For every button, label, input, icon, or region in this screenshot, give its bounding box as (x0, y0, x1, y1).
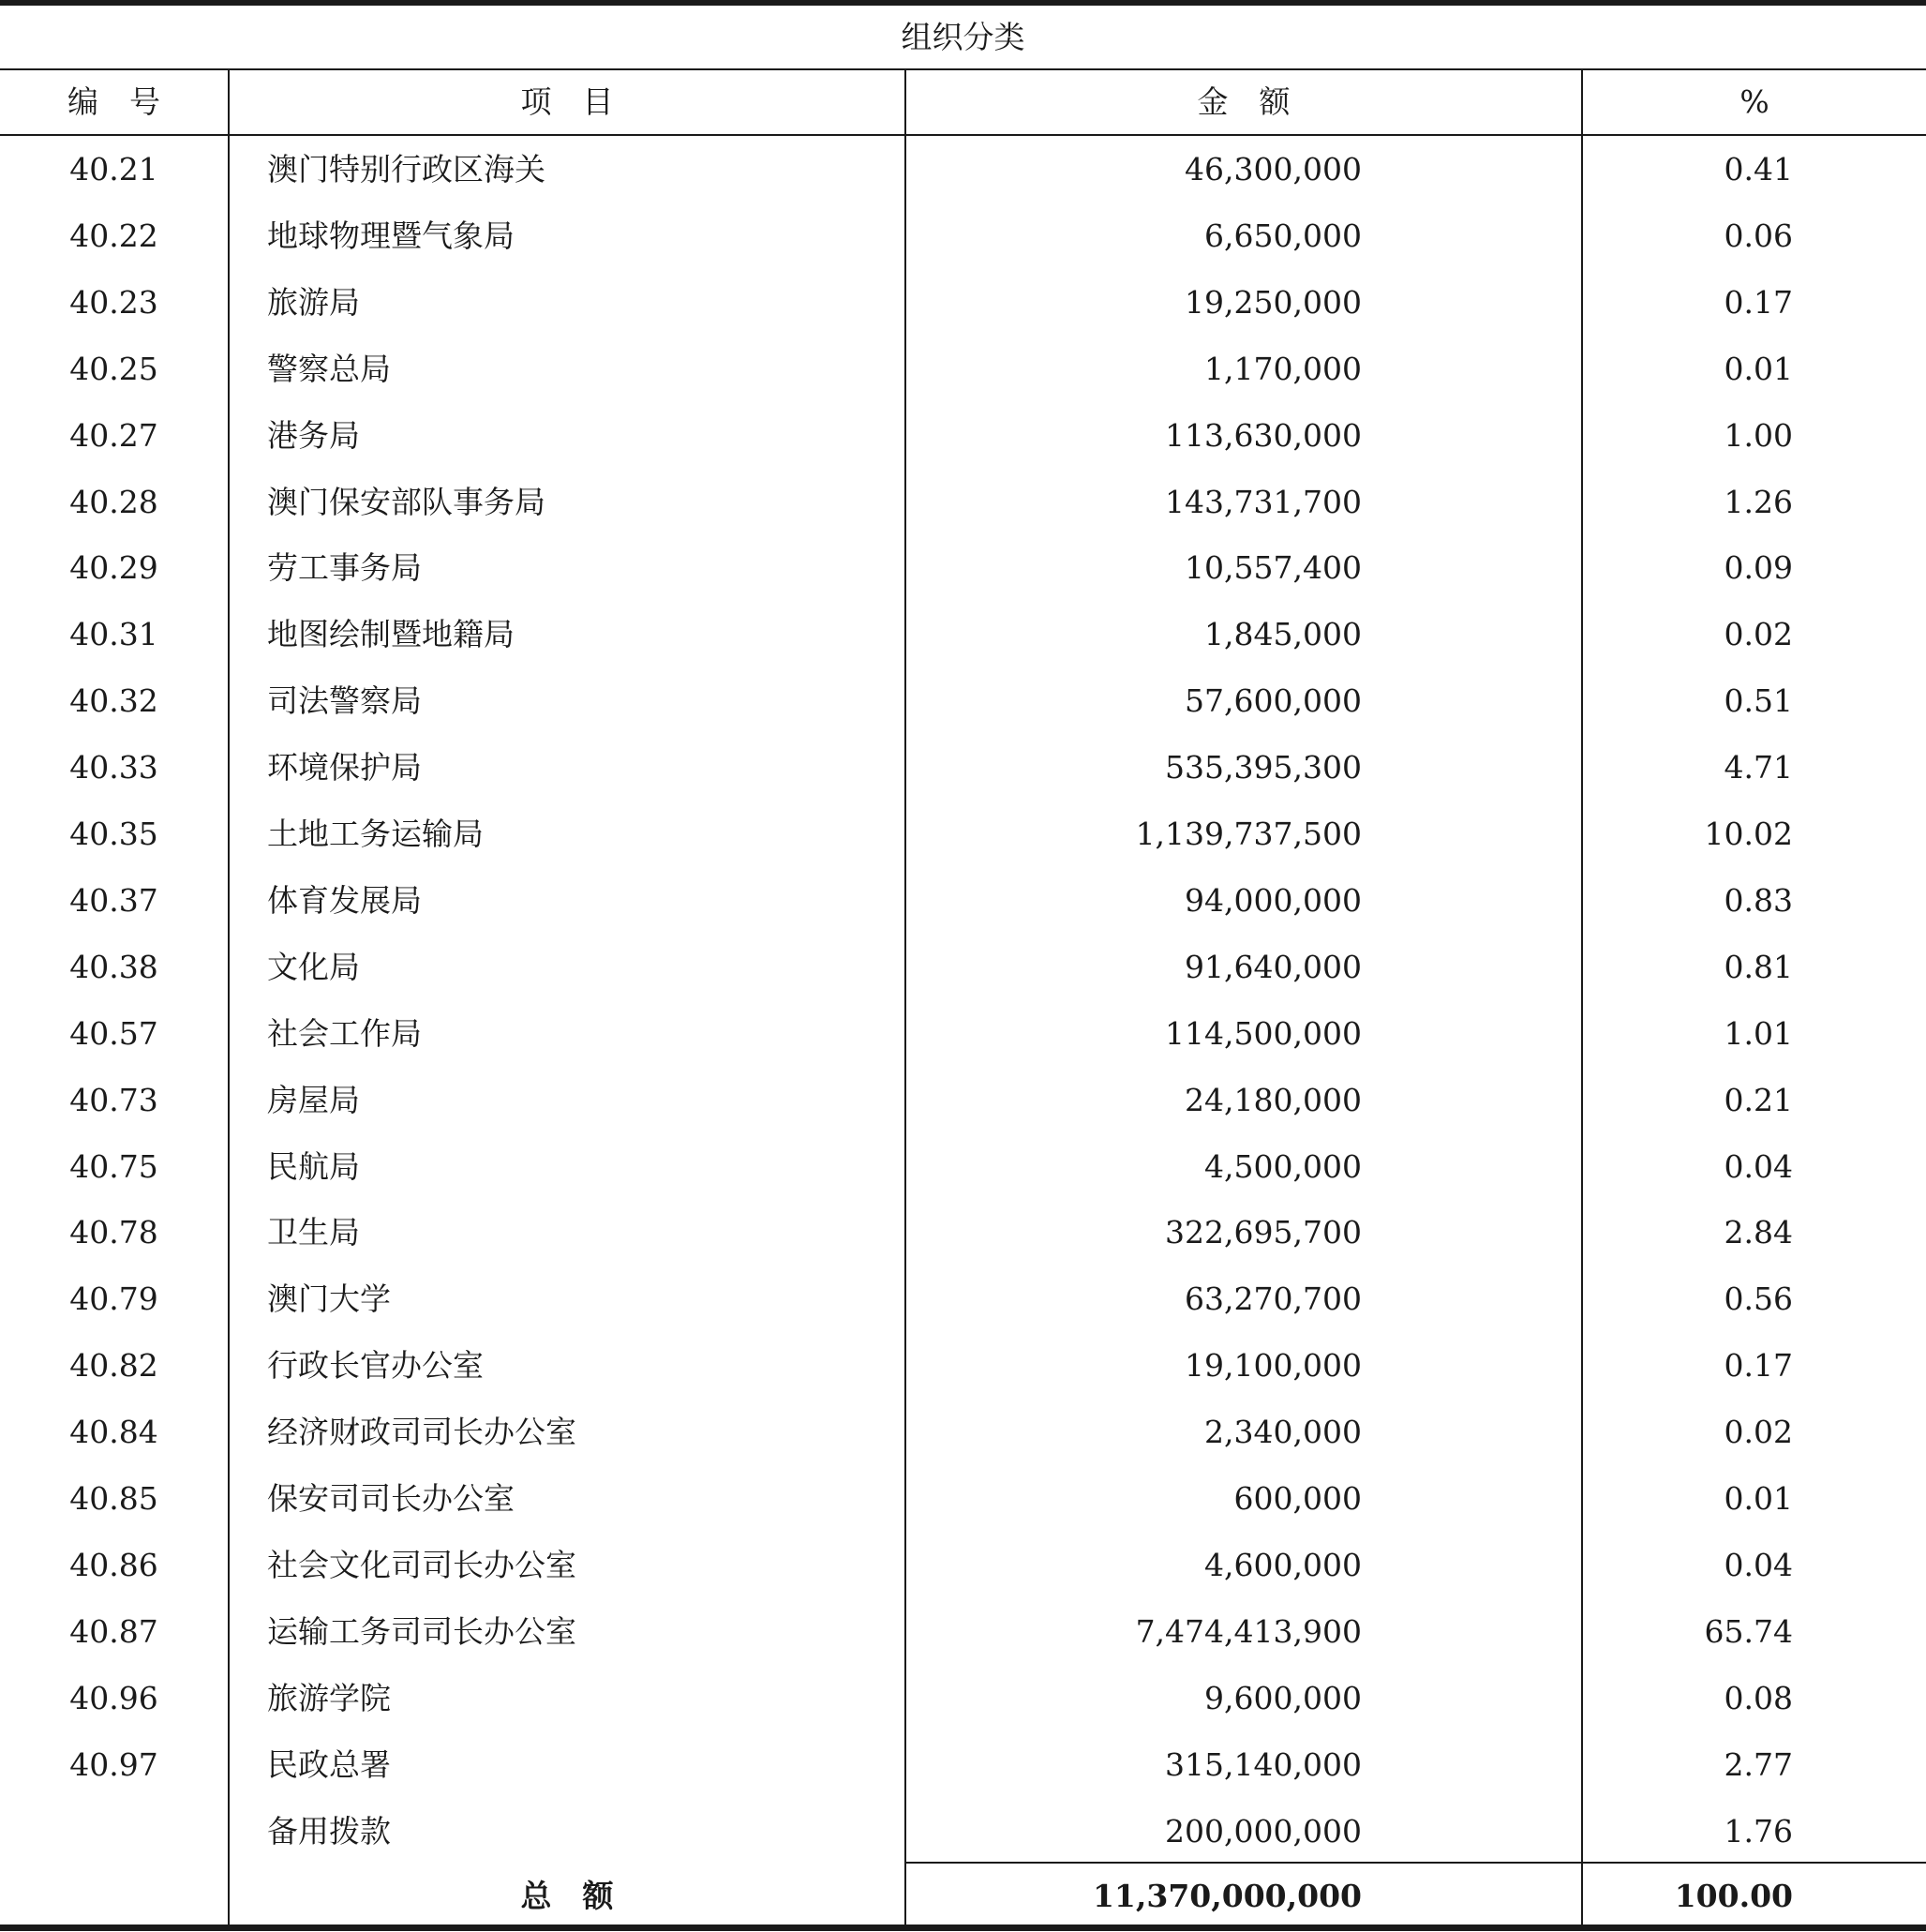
row-item: 警察总局 (267, 350, 391, 387)
table-row (0, 667, 1926, 734)
table-row (0, 1000, 1926, 1067)
row-item: 地球物理暨气象局 (267, 217, 515, 254)
row-percent: 0.02 (1724, 1414, 1793, 1451)
row-code: 40.73 (69, 1081, 158, 1118)
row-percent: 0.17 (1724, 1347, 1793, 1385)
row-code: 40.35 (69, 816, 158, 852)
row-percent: 0.17 (1724, 283, 1793, 321)
row-amount: 600,000 (1233, 1480, 1362, 1517)
table-row (0, 1731, 1926, 1798)
row-code (0, 1798, 228, 1865)
header-amount: 金 额 (1197, 83, 1291, 120)
row-amount: 143,731,700 (1165, 483, 1362, 520)
row-code: 40.31 (69, 616, 158, 653)
table-row (0, 402, 1926, 469)
row-amount: 4,600,000 (1204, 1546, 1362, 1583)
row-item: 旅游局 (267, 283, 360, 321)
table-row (0, 1332, 1926, 1399)
row-code: 40.87 (69, 1612, 158, 1650)
row-item: 文化局 (267, 948, 360, 985)
row-amount: 7,474,413,900 (1135, 1612, 1362, 1650)
row-item: 地图绘制暨地籍局 (267, 616, 515, 653)
header-code: 编 号 (67, 83, 160, 120)
row-item: 澳门保安部队事务局 (267, 483, 545, 520)
table-row (0, 1598, 1926, 1665)
table-row (0, 1665, 1926, 1731)
row-amount: 1,170,000 (1204, 350, 1362, 387)
table-row (0, 1798, 1926, 1865)
table-row (0, 269, 1926, 336)
row-item: 旅游学院 (267, 1679, 391, 1716)
row-code: 40.29 (69, 549, 158, 587)
row-item: 澳门大学 (267, 1281, 391, 1318)
row-amount: 10,557,400 (1185, 549, 1362, 587)
row-percent: 0.08 (1724, 1679, 1793, 1716)
row-amount: 91,640,000 (1185, 948, 1362, 985)
row-amount: 94,000,000 (1185, 881, 1362, 919)
table-row (0, 136, 1926, 202)
table-row (0, 601, 1926, 667)
row-amount: 24,180,000 (1185, 1081, 1362, 1118)
header-item: 项 目 (520, 83, 614, 120)
row-item: 行政长官办公室 (267, 1347, 484, 1385)
table-row (0, 1067, 1926, 1133)
row-item: 民政总署 (267, 1745, 391, 1783)
bottom-rule (0, 1925, 1926, 1931)
total-percent: 100.00 (1674, 1878, 1793, 1914)
row-percent: 0.02 (1724, 616, 1793, 653)
row-item: 土地工务运输局 (267, 816, 484, 852)
row-amount: 1,845,000 (1204, 616, 1362, 653)
row-percent: 0.51 (1724, 682, 1793, 720)
table-row (0, 801, 1926, 867)
row-code: 40.79 (69, 1281, 158, 1318)
row-amount: 4,500,000 (1204, 1147, 1362, 1185)
row-percent: 4.71 (1724, 749, 1793, 786)
row-item: 司法警察局 (267, 682, 422, 720)
row-percent: 65.74 (1704, 1612, 1793, 1650)
row-percent: 2.77 (1724, 1745, 1793, 1783)
row-code: 40.75 (69, 1147, 158, 1185)
table-row (0, 336, 1926, 402)
row-percent: 0.04 (1724, 1147, 1793, 1185)
total-amount: 11,370,000,000 (1092, 1878, 1362, 1914)
row-amount: 114,500,000 (1165, 1014, 1362, 1052)
row-amount: 19,250,000 (1185, 283, 1362, 321)
row-code: 40.86 (69, 1546, 158, 1583)
row-percent: 1.01 (1724, 1014, 1793, 1052)
row-code: 40.78 (69, 1214, 158, 1251)
row-item: 卫生局 (267, 1214, 360, 1251)
row-percent: 0.21 (1724, 1081, 1793, 1118)
row-percent: 2.84 (1724, 1214, 1793, 1251)
row-item: 港务局 (267, 416, 360, 454)
row-item: 社会工作局 (267, 1014, 422, 1052)
row-amount: 19,100,000 (1185, 1347, 1362, 1385)
row-code: 40.57 (69, 1014, 158, 1052)
table-caption: 组织分类 (901, 19, 1025, 55)
row-amount: 9,600,000 (1204, 1679, 1362, 1716)
row-item: 社会文化司司长办公室 (267, 1546, 576, 1583)
row-code: 40.23 (69, 283, 158, 321)
row-item: 备用拨款 (267, 1812, 391, 1850)
row-percent: 0.09 (1724, 549, 1793, 587)
table-row (0, 1532, 1926, 1598)
row-percent: 10.02 (1704, 816, 1793, 852)
row-percent: 0.01 (1724, 1480, 1793, 1517)
row-amount: 2,340,000 (1204, 1414, 1362, 1451)
row-code: 40.85 (69, 1480, 158, 1517)
total-row (0, 1863, 1926, 1929)
row-item: 运输工务司司长办公室 (267, 1612, 576, 1650)
table-row (0, 534, 1926, 601)
row-percent: 0.83 (1724, 881, 1793, 919)
row-code: 40.22 (69, 217, 158, 254)
row-amount: 315,140,000 (1165, 1745, 1362, 1783)
row-amount: 1,139,737,500 (1135, 816, 1362, 852)
table-row (0, 202, 1926, 269)
table-row (0, 469, 1926, 535)
row-percent: 0.56 (1724, 1281, 1793, 1318)
table-row (0, 934, 1926, 1000)
table-row (0, 1133, 1926, 1200)
row-amount: 63,270,700 (1185, 1281, 1362, 1318)
row-percent: 0.04 (1724, 1546, 1793, 1583)
row-item: 澳门特别行政区海关 (267, 151, 545, 187)
row-item: 房屋局 (267, 1081, 360, 1118)
row-percent: 0.41 (1724, 151, 1793, 187)
table-row (0, 1266, 1926, 1332)
table-row (0, 734, 1926, 801)
row-code: 40.82 (69, 1347, 158, 1385)
row-amount: 322,695,700 (1165, 1214, 1362, 1251)
row-code: 40.37 (69, 881, 158, 919)
total-label: 总 额 (520, 1878, 614, 1914)
row-percent: 0.01 (1724, 350, 1793, 387)
row-percent: 1.26 (1724, 483, 1793, 520)
row-percent: 1.76 (1724, 1812, 1793, 1850)
table-row (0, 1399, 1926, 1465)
row-item: 民航局 (267, 1147, 360, 1185)
row-code: 40.33 (69, 749, 158, 786)
row-amount: 57,600,000 (1185, 682, 1362, 720)
row-code: 40.97 (69, 1745, 158, 1783)
row-code: 40.25 (69, 350, 158, 387)
row-item: 保安司司长办公室 (267, 1480, 515, 1517)
row-code: 40.21 (69, 151, 158, 187)
row-code: 40.38 (69, 948, 158, 985)
table-row (0, 1465, 1926, 1532)
row-item: 劳工事务局 (267, 549, 422, 587)
row-item: 经济财政司司长办公室 (267, 1414, 576, 1451)
row-code: 40.96 (69, 1679, 158, 1716)
table-row (0, 1199, 1926, 1266)
row-percent: 1.00 (1724, 416, 1793, 454)
row-percent: 0.81 (1724, 948, 1793, 985)
row-code: 40.84 (69, 1414, 158, 1451)
table-row (0, 867, 1926, 934)
row-amount: 6,650,000 (1204, 217, 1362, 254)
row-item: 环境保护局 (267, 749, 422, 786)
row-code: 40.28 (69, 483, 158, 520)
header-percent: % (1739, 83, 1769, 120)
row-percent: 0.06 (1724, 217, 1793, 254)
row-code: 40.27 (69, 416, 158, 454)
row-amount: 200,000,000 (1165, 1812, 1362, 1850)
row-amount: 113,630,000 (1165, 416, 1362, 454)
row-code: 40.32 (69, 682, 158, 720)
row-item: 体育发展局 (267, 881, 422, 919)
row-amount: 535,395,300 (1165, 749, 1362, 786)
row-amount: 46,300,000 (1185, 151, 1362, 187)
